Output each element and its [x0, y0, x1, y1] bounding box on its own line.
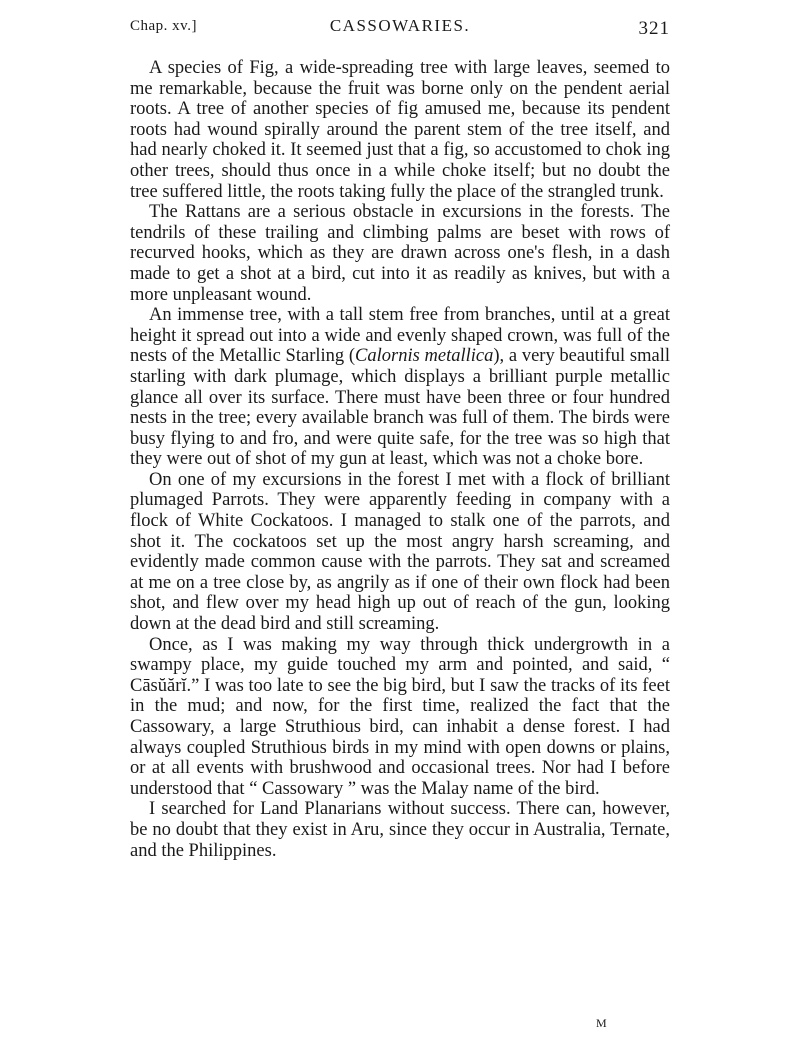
chapter-label: Chap. xv.]	[130, 18, 197, 34]
page-title: CASSOWARIES.	[329, 16, 471, 35]
running-head	[130, 14, 670, 44]
signature-mark: M	[596, 1016, 608, 1030]
paragraph-parrots: On one of my excursions in the forest I met with a flock of brilliant plumaged Parrots. They were apparently feeding in company with a flock of White Cockatoos. I managed to stalk one of the parrots, and shot it. The cockatoos set up the most angry harsh screaming, and evidently made common cause with the parrots. They sat and screamed at me on a tree close by, as angrily as if one of their own flock had been shot, and flew over my head high up out of reach of the gun, looking down at the dead bird and still screaming.	[130, 469, 670, 635]
body-text	[130, 58, 670, 861]
paragraph-planarians: I searched for Land Planarians without success. There can, however, be no doubt that they exist in Aru, since they occur in Australia, Ternate, and the Philippines.	[130, 799, 670, 861]
paragraph-starling	[130, 305, 670, 470]
paragraph-fig: A species of Fig, a wide-spreading tree with large leaves, seemed to me remarkable, because the fruit was borne only on the pendent aerial roots. A tree of another species of fig amused me, because its pendent roots had wound spirally around the parent stem of the tree itself, and had nearly choked it. It seemed just that a fig, so accustomed to chok ing other trees, should thus once in a while choke itself; but no doubt the tree suffered little, the roots taking fully the place of the strangled trunk.	[130, 58, 670, 202]
species-name-italic: Calornis metallica	[355, 346, 494, 367]
paragraph-starling-part-2: ), a very beautiful small starling with dark plumage, which displays a brilliant purple metallic glance all over its surface. There must have been three or four hundred nests in the tree; every available branch was full of them. The birds were busy flying to and fro, and were quite safe, for the tree was so high that they were out of shot of my gun at least, which was not a choke bore.	[130, 346, 670, 470]
page-number: 321	[638, 18, 670, 39]
paragraph-cassowary: Once, as I was making my way through thick undergrowth in a swampy place, my guide touched my arm and pointed, and said, “ Cāsŭărĭ.” I was too late to see the big bird, but I saw the tracks of its feet in the mud; and now, for the first time, realized the fact that the Cassowary, a large Struthious bird, can inhabit a dense forest. I had always coupled Struthious birds in my mind with open downs or plains, or at all events with brushwood and occasional trees. Nor had I before understood that “ Cassowary ” was the Malay name of the bird.	[130, 634, 670, 799]
paragraph-starling-part-1: An immense tree, with a tall stem free from branches, until at a great height it spread out into a wide and evenly shaped crown, was full of the nests of the Metallic Starling (	[130, 305, 670, 367]
paragraph-rattans: The Rattans are a serious obstacle in excursions in the forests. The tendrils of these trailing and climbing palms are beset with rows of recurved hooks, which as they are drawn across one's flesh, in a dash made to get a shot at a bird, cut into it as readily as knives, but with a more unpleasant wound.	[130, 202, 670, 305]
